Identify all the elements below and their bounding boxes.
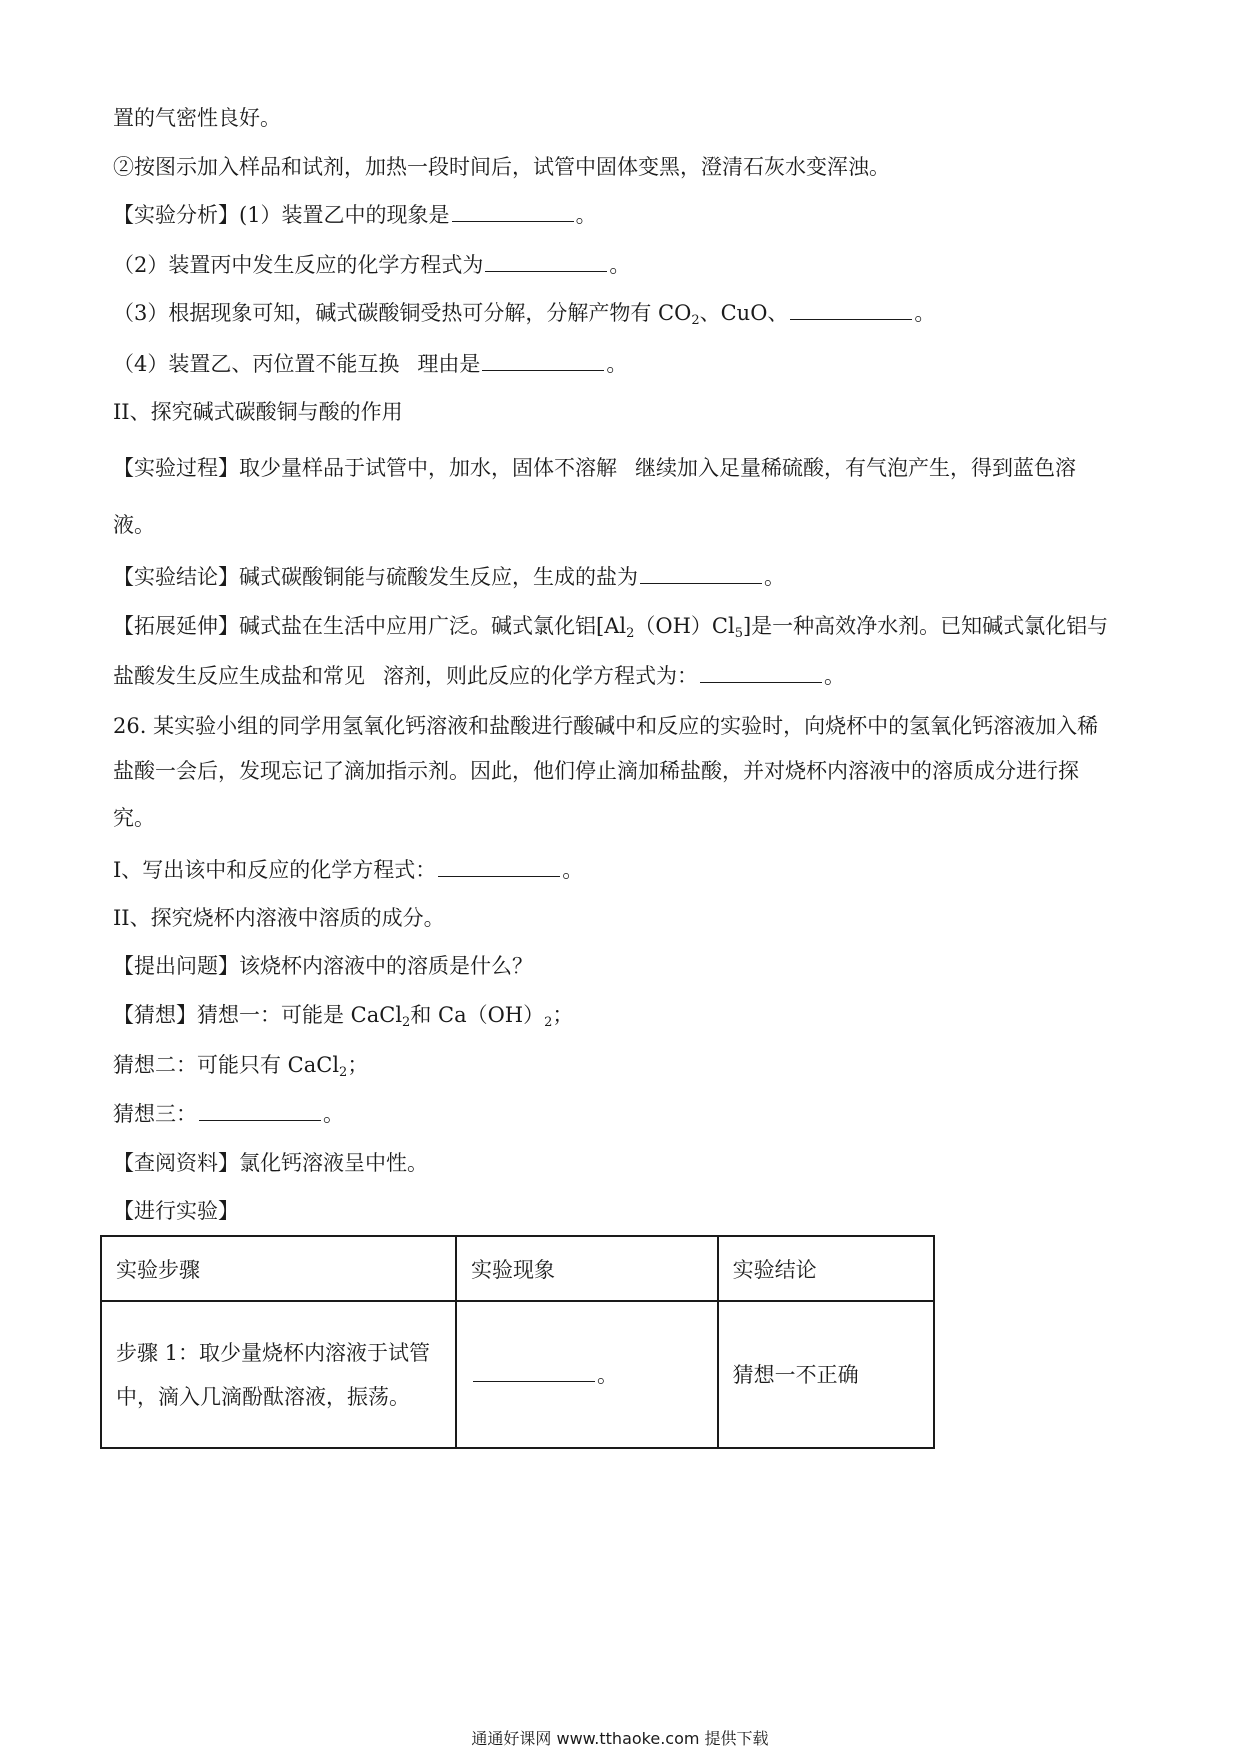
text-line: 【拓展延伸】碱式盐在生活中应用广泛。碱式氯化铝$[Al_2(OH)Cl_5]$是一种高效净水剂。已知碱式氯化铝与 <box>113 614 1109 641</box>
answer-blank[interactable] <box>438 856 560 877</box>
text-line: 盐酸一会后，发现忘记了滴加指示剂。因此，他们停止滴加稀盐酸，并对烧杯内溶液中的溶质成分进行探 <box>113 759 1079 783</box>
table-header-cell: 实验现象 <box>456 1236 718 1301</box>
table-header-cell: 实验结论 <box>718 1236 934 1301</box>
text-line: 【进行实验】 <box>113 1199 239 1223</box>
answer-blank[interactable] <box>199 1100 321 1121</box>
table-header-cell: 实验步骤 <box>101 1236 456 1301</box>
section-heading: II、探究烧杯内溶液中溶质的成分。 <box>113 906 445 930</box>
answer-blank[interactable] <box>485 251 607 272</box>
section-heading: II、探究碱式碳酸铜与酸的作用 <box>113 400 403 424</box>
table-header-row <box>101 1236 934 1301</box>
question-26-stem: 26. 某实验小组的同学用氢氧化钙溶液和盐酸进行酸碱中和反应的实验时，向烧杯中的氢氧化钙溶液加入稀 <box>113 714 1099 738</box>
question-analysis-3: （3）根据现象可知，碱式碳酸铜受热可分解，分解产物有 $CO_2$、CuO、 。 <box>113 301 936 328</box>
answer-blank[interactable] <box>790 299 912 320</box>
question-analysis-2: （2）装置丙中发生反应的化学方程式为 。 <box>113 253 631 277</box>
text-line: 【提出问题】该烧杯内溶液中的溶质是什么？ <box>113 954 533 978</box>
table-cell-step: 步骤 1：取少量烧杯内溶液于试管 中，滴入几滴酚酞溶液，振荡。 <box>101 1301 456 1448</box>
question-analysis-1: 【实验分析】(1）装置乙中的现象是 。 <box>113 203 597 227</box>
question-extension: 盐酸发生反应生成盐和常见 溶剂，则此反应的化学方程式为： 。 <box>113 664 845 688</box>
text-line: 置的气密性良好。 <box>113 106 281 130</box>
answer-blank[interactable] <box>473 1361 595 1382</box>
table-cell-conclusion: 猜想一不正确 <box>718 1301 934 1448</box>
table-cell-phenomenon: 。 <box>456 1301 718 1448</box>
question-conclusion: 【实验结论】碱式碳酸铜能与硫酸发生反应，生成的盐为 。 <box>113 565 785 589</box>
experiment-table <box>100 1235 935 1449</box>
answer-blank[interactable] <box>482 350 604 371</box>
answer-blank[interactable] <box>640 563 762 584</box>
text-line: ②按图示加入样品和试剂，加热一段时间后，试管中固体变黑，澄清石灰水变浑浊。 <box>113 155 890 179</box>
hypothesis-2: 猜想二：可能只有 CaCl$_2$； <box>113 1053 369 1080</box>
answer-blank[interactable] <box>452 201 574 222</box>
table-row <box>101 1301 934 1448</box>
hypothesis-1: 【猜想】猜想一：可能是 CaCl$_2$和 $Ca(OH)_2$； <box>113 1003 574 1030</box>
answer-blank[interactable] <box>700 662 822 683</box>
page-footer: 通通好课网 www.tthaoke.com 提供下载 <box>471 1729 769 1748</box>
text-line: 【实验过程】取少量样品于试管中，加水，固体不溶解 继续加入足量稀硫酸，有气泡产生，得到蓝色溶 <box>113 456 1076 480</box>
hypothesis-3: 猜想三： 。 <box>113 1102 344 1126</box>
text-line: 究。 <box>113 806 155 830</box>
text-line: 【查阅资料】氯化钙溶液呈中性。 <box>113 1151 428 1175</box>
question-equation: I、写出该中和反应的化学方程式： 。 <box>113 858 584 882</box>
question-analysis-4: （4）装置乙、丙位置不能互换 理由是 。 <box>113 352 628 376</box>
text-line: 液。 <box>113 513 155 537</box>
